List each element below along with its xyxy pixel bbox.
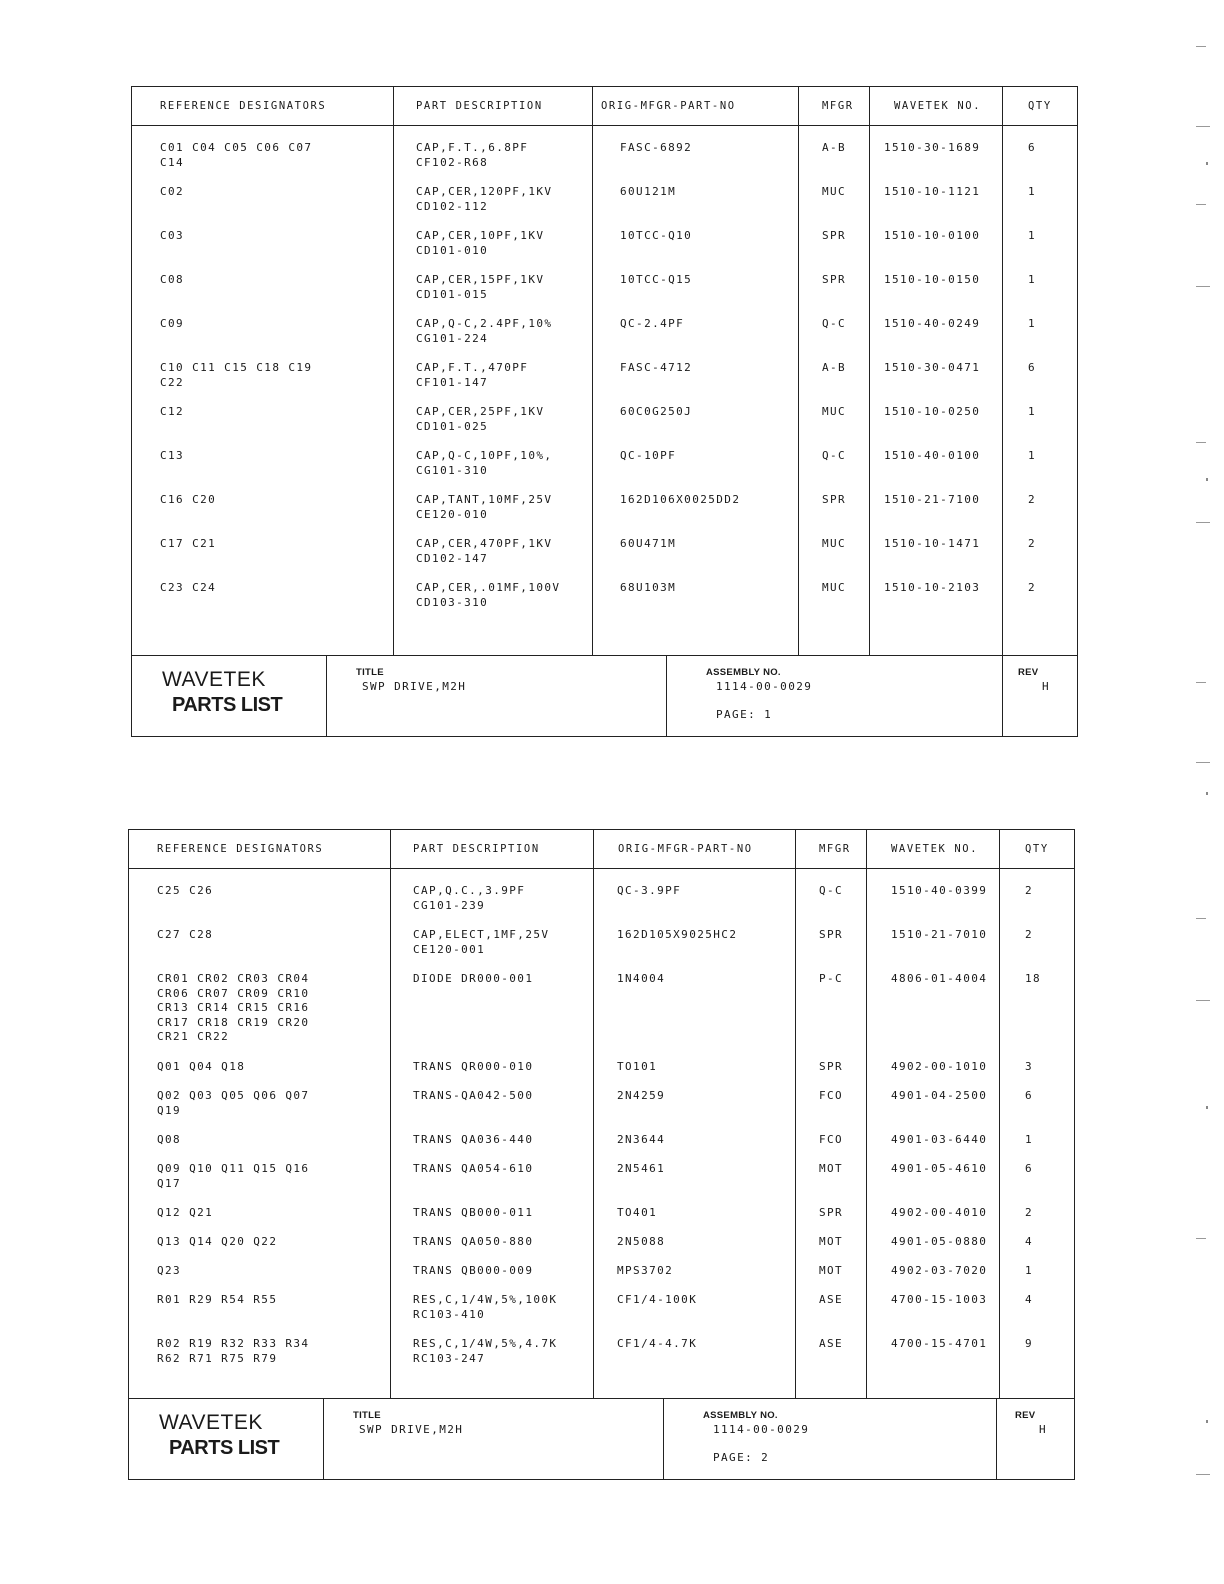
cell-orig-mfgr-part-no: MPS3702	[617, 1264, 674, 1277]
cell-orig-mfgr-part-no: QC-3.9PF	[617, 884, 682, 897]
header-qty: QTY	[1025, 843, 1049, 855]
cell-orig-mfgr-part-no: 60U471M	[620, 537, 677, 550]
cell-qty: 4	[1025, 1235, 1034, 1248]
cell-wavetek-no: 4901-05-0880	[891, 1235, 988, 1248]
header-desc: PART DESCRIPTION	[416, 100, 543, 112]
cell-wavetek-no: 4700-15-4701	[891, 1337, 988, 1350]
cell-wavetek-no: 4901-04-2500	[891, 1089, 988, 1102]
cell-ref-designators: C10 C11 C15 C18 C19 C22	[160, 361, 313, 389]
cell-orig-mfgr-part-no: 162D106X0025DD2	[620, 493, 741, 506]
cell-part-description: CAP,F.T.,6.8PF CF102-R68	[416, 141, 529, 169]
cell-wavetek-no: 1510-40-0399	[891, 884, 988, 897]
cell-qty: 1	[1028, 405, 1037, 418]
cell-part-description: TRANS QA054-610	[413, 1162, 534, 1175]
cell-orig-mfgr-part-no: TO401	[617, 1206, 658, 1219]
header-orig: ORIG-MFGR-PART-NO	[601, 100, 736, 112]
page-number: PAGE: 1	[716, 708, 773, 721]
cell-wavetek-no: 1510-10-0100	[884, 229, 981, 242]
cell-part-description: CAP,Q-C,10PF,10%, CG101-310	[416, 449, 553, 477]
parts-list-label: PARTS LIST	[169, 1437, 280, 1459]
cell-qty: 1	[1028, 185, 1037, 198]
cell-orig-mfgr-part-no: 2N3644	[617, 1133, 666, 1146]
cell-part-description: CAP,CER,470PF,1KV CD102-147	[416, 537, 553, 565]
cell-mfgr: Q-C	[822, 449, 847, 462]
cell-qty: 1	[1028, 273, 1037, 286]
rev-value: H	[1039, 1423, 1048, 1436]
title-block	[132, 655, 1077, 736]
cell-mfgr: MOT	[819, 1162, 844, 1175]
cell-ref-designators: C01 C04 C05 C06 C07 C14	[160, 141, 313, 169]
cell-mfgr: MUC	[822, 537, 847, 550]
cell-qty: 2	[1028, 537, 1037, 550]
cell-mfgr: A-B	[822, 141, 847, 154]
cell-mfgr: MUC	[822, 405, 847, 418]
cell-ref-designators: C03	[160, 229, 185, 242]
cell-ref-designators: C16 C20	[160, 493, 217, 506]
cell-part-description: DIODE DR000-001	[413, 972, 534, 985]
cell-ref-designators: C23 C24	[160, 581, 217, 594]
cell-orig-mfgr-part-no: QC-10PF	[620, 449, 677, 462]
cell-orig-mfgr-part-no: 2N5461	[617, 1162, 666, 1175]
cell-ref-designators: C25 C26	[157, 884, 214, 897]
header-qty: QTY	[1028, 100, 1052, 112]
cell-ref-designators: C12	[160, 405, 185, 418]
header-wavetek-no: WAVETEK NO.	[891, 843, 979, 855]
cell-part-description: CAP,CER,25PF,1KV CD101-025	[416, 405, 545, 433]
cell-orig-mfgr-part-no: CF1/4-100K	[617, 1293, 698, 1306]
cell-qty: 9	[1025, 1337, 1034, 1350]
parts-list-sheet-2	[128, 829, 1075, 1480]
cell-ref-designators: Q09 Q10 Q11 Q15 Q16 Q17	[157, 1162, 310, 1190]
cell-wavetek-no: 4902-03-7020	[891, 1264, 988, 1277]
cell-mfgr: SPR	[822, 493, 847, 506]
cell-qty: 2	[1028, 493, 1037, 506]
cell-part-description: TRANS QR000-010	[413, 1060, 534, 1073]
cell-orig-mfgr-part-no: 60U121M	[620, 185, 677, 198]
cell-wavetek-no: 4902-00-1010	[891, 1060, 988, 1073]
cell-ref-designators: Q08	[157, 1133, 182, 1146]
table-header	[129, 830, 1074, 869]
cell-part-description: TRANS QA050-880	[413, 1235, 534, 1248]
cell-ref-designators: R01 R29 R54 R55	[157, 1293, 278, 1306]
cell-mfgr: Q-C	[822, 317, 847, 330]
cell-mfgr: ASE	[819, 1337, 844, 1350]
cell-orig-mfgr-part-no: 10TCC-Q15	[620, 273, 693, 286]
cell-mfgr: P-C	[819, 972, 844, 985]
cell-mfgr: MUC	[822, 581, 847, 594]
cell-part-description: CAP,TANT,10MF,25V CE120-010	[416, 493, 553, 521]
cell-mfgr: FCO	[819, 1089, 844, 1102]
cell-ref-designators: CR01 CR02 CR03 CR04 CR06 CR07 CR09 CR10 CR13 CR14 CR15 CR16 CR17 CR18 CR19 CR20 CR21 CR22	[157, 972, 310, 1043]
cell-wavetek-no: 1510-40-0249	[884, 317, 981, 330]
title-value: SWP DRIVE,M2H	[359, 1423, 464, 1436]
title-label: TITLE	[353, 1410, 381, 1421]
cell-mfgr: SPR	[819, 1206, 844, 1219]
header-wavetek-no: WAVETEK NO.	[894, 100, 982, 112]
cell-mfgr: MOT	[819, 1235, 844, 1248]
title-label: TITLE	[356, 667, 384, 678]
cell-mfgr: SPR	[822, 273, 847, 286]
cell-qty: 4	[1025, 1293, 1034, 1306]
cell-ref-designators: C02	[160, 185, 185, 198]
cell-part-description: CAP,Q-C,2.4PF,10% CG101-224	[416, 317, 553, 345]
cell-ref-designators: Q13 Q14 Q20 Q22	[157, 1235, 278, 1248]
cell-qty: 6	[1028, 141, 1037, 154]
cell-part-description: TRANS QB000-009	[413, 1264, 534, 1277]
cell-orig-mfgr-part-no: FASC-4712	[620, 361, 693, 374]
cell-mfgr: SPR	[822, 229, 847, 242]
cell-mfgr: ASE	[819, 1293, 844, 1306]
cell-part-description: TRANS QB000-011	[413, 1206, 534, 1219]
cell-orig-mfgr-part-no: 68U103M	[620, 581, 677, 594]
cell-ref-designators: Q23	[157, 1264, 182, 1277]
header-ref: REFERENCE DESIGNATORS	[157, 843, 324, 855]
cell-wavetek-no: 1510-10-1471	[884, 537, 981, 550]
cell-orig-mfgr-part-no: TO101	[617, 1060, 658, 1073]
header-mfgr: MFGR	[822, 100, 854, 112]
cell-ref-designators: R02 R19 R32 R33 R34 R62 R71 R75 R79	[157, 1337, 310, 1365]
scan-edge-marks	[1184, 0, 1224, 1584]
cell-qty: 2	[1025, 928, 1034, 941]
cell-wavetek-no: 1510-30-1689	[884, 141, 981, 154]
title-value: SWP DRIVE,M2H	[362, 680, 467, 693]
cell-wavetek-no: 4700-15-1003	[891, 1293, 988, 1306]
rev-value: H	[1042, 680, 1051, 693]
cell-wavetek-no: 1510-10-2103	[884, 581, 981, 594]
cell-qty: 1	[1028, 449, 1037, 462]
cell-ref-designators: C13	[160, 449, 185, 462]
cell-orig-mfgr-part-no: QC-2.4PF	[620, 317, 685, 330]
cell-qty: 6	[1025, 1089, 1034, 1102]
rev-label: REV	[1015, 1410, 1036, 1421]
cell-orig-mfgr-part-no: 162D105X9025HC2	[617, 928, 738, 941]
wavetek-logo: WAVETEK	[159, 1411, 263, 1434]
cell-mfgr: FCO	[819, 1133, 844, 1146]
header-orig: ORIG-MFGR-PART-NO	[618, 843, 753, 855]
cell-orig-mfgr-part-no: CF1/4-4.7K	[617, 1337, 698, 1350]
cell-orig-mfgr-part-no: FASC-6892	[620, 141, 693, 154]
cell-ref-designators: C09	[160, 317, 185, 330]
table-header	[132, 87, 1077, 126]
cell-qty: 18	[1025, 972, 1042, 985]
cell-wavetek-no: 4806-01-4004	[891, 972, 988, 985]
cell-qty: 2	[1028, 581, 1037, 594]
rev-label: REV	[1018, 667, 1039, 678]
assembly-label: ASSEMBLY NO.	[706, 667, 781, 678]
cell-mfgr: A-B	[822, 361, 847, 374]
assembly-label: ASSEMBLY NO.	[703, 1410, 778, 1421]
title-block	[129, 1398, 1074, 1479]
cell-mfgr: SPR	[819, 1060, 844, 1073]
assembly-value: 1114-00-0029	[716, 680, 813, 693]
cell-ref-designators: Q12 Q21	[157, 1206, 214, 1219]
cell-qty: 2	[1025, 884, 1034, 897]
parts-list-sheet-1	[131, 86, 1078, 737]
header-mfgr: MFGR	[819, 843, 851, 855]
cell-mfgr: SPR	[819, 928, 844, 941]
cell-part-description: RES,C,1/4W,5%,100K RC103-410	[413, 1293, 558, 1321]
cell-orig-mfgr-part-no: 1N4004	[617, 972, 666, 985]
cell-mfgr: Q-C	[819, 884, 844, 897]
assembly-value: 1114-00-0029	[713, 1423, 810, 1436]
cell-part-description: CAP,F.T.,470PF CF101-147	[416, 361, 529, 389]
cell-ref-designators: Q02 Q03 Q05 Q06 Q07 Q19	[157, 1089, 310, 1117]
cell-qty: 1	[1028, 229, 1037, 242]
cell-mfgr: MOT	[819, 1264, 844, 1277]
cell-qty: 3	[1025, 1060, 1034, 1073]
cell-wavetek-no: 1510-21-7010	[891, 928, 988, 941]
cell-part-description: CAP,CER,10PF,1KV CD101-010	[416, 229, 545, 257]
cell-part-description: CAP,CER,15PF,1KV CD101-015	[416, 273, 545, 301]
cell-orig-mfgr-part-no: 10TCC-Q10	[620, 229, 693, 242]
page-number: PAGE: 2	[713, 1451, 770, 1464]
cell-qty: 1	[1025, 1264, 1034, 1277]
cell-wavetek-no: 1510-30-0471	[884, 361, 981, 374]
cell-wavetek-no: 1510-10-0150	[884, 273, 981, 286]
cell-wavetek-no: 1510-10-1121	[884, 185, 981, 198]
cell-wavetek-no: 4902-00-4010	[891, 1206, 988, 1219]
cell-ref-designators: C08	[160, 273, 185, 286]
cell-ref-designators: C27 C28	[157, 928, 214, 941]
cell-part-description: TRANS-QA042-500	[413, 1089, 534, 1102]
cell-wavetek-no: 1510-40-0100	[884, 449, 981, 462]
cell-wavetek-no: 4901-03-6440	[891, 1133, 988, 1146]
cell-orig-mfgr-part-no: 2N5088	[617, 1235, 666, 1248]
cell-qty: 2	[1025, 1206, 1034, 1219]
cell-ref-designators: Q01 Q04 Q18	[157, 1060, 246, 1073]
cell-wavetek-no: 1510-21-7100	[884, 493, 981, 506]
header-desc: PART DESCRIPTION	[413, 843, 540, 855]
cell-wavetek-no: 4901-05-4610	[891, 1162, 988, 1175]
cell-part-description: CAP,Q.C.,3.9PF CG101-239	[413, 884, 526, 912]
cell-orig-mfgr-part-no: 60C0G250J	[620, 405, 693, 418]
cell-part-description: CAP,CER,.01MF,100V CD103-310	[416, 581, 561, 609]
cell-part-description: CAP,ELECT,1MF,25V CE120-001	[413, 928, 550, 956]
cell-orig-mfgr-part-no: 2N4259	[617, 1089, 666, 1102]
cell-part-description: TRANS QA036-440	[413, 1133, 534, 1146]
cell-part-description: CAP,CER,120PF,1KV CD102-112	[416, 185, 553, 213]
cell-qty: 6	[1025, 1162, 1034, 1175]
parts-list-label: PARTS LIST	[172, 694, 283, 716]
cell-mfgr: MUC	[822, 185, 847, 198]
cell-part-description: RES,C,1/4W,5%,4.7K RC103-247	[413, 1337, 558, 1365]
header-ref: REFERENCE DESIGNATORS	[160, 100, 327, 112]
cell-qty: 1	[1025, 1133, 1034, 1146]
cell-qty: 6	[1028, 361, 1037, 374]
cell-ref-designators: C17 C21	[160, 537, 217, 550]
cell-wavetek-no: 1510-10-0250	[884, 405, 981, 418]
wavetek-logo: WAVETEK	[162, 668, 266, 691]
cell-qty: 1	[1028, 317, 1037, 330]
